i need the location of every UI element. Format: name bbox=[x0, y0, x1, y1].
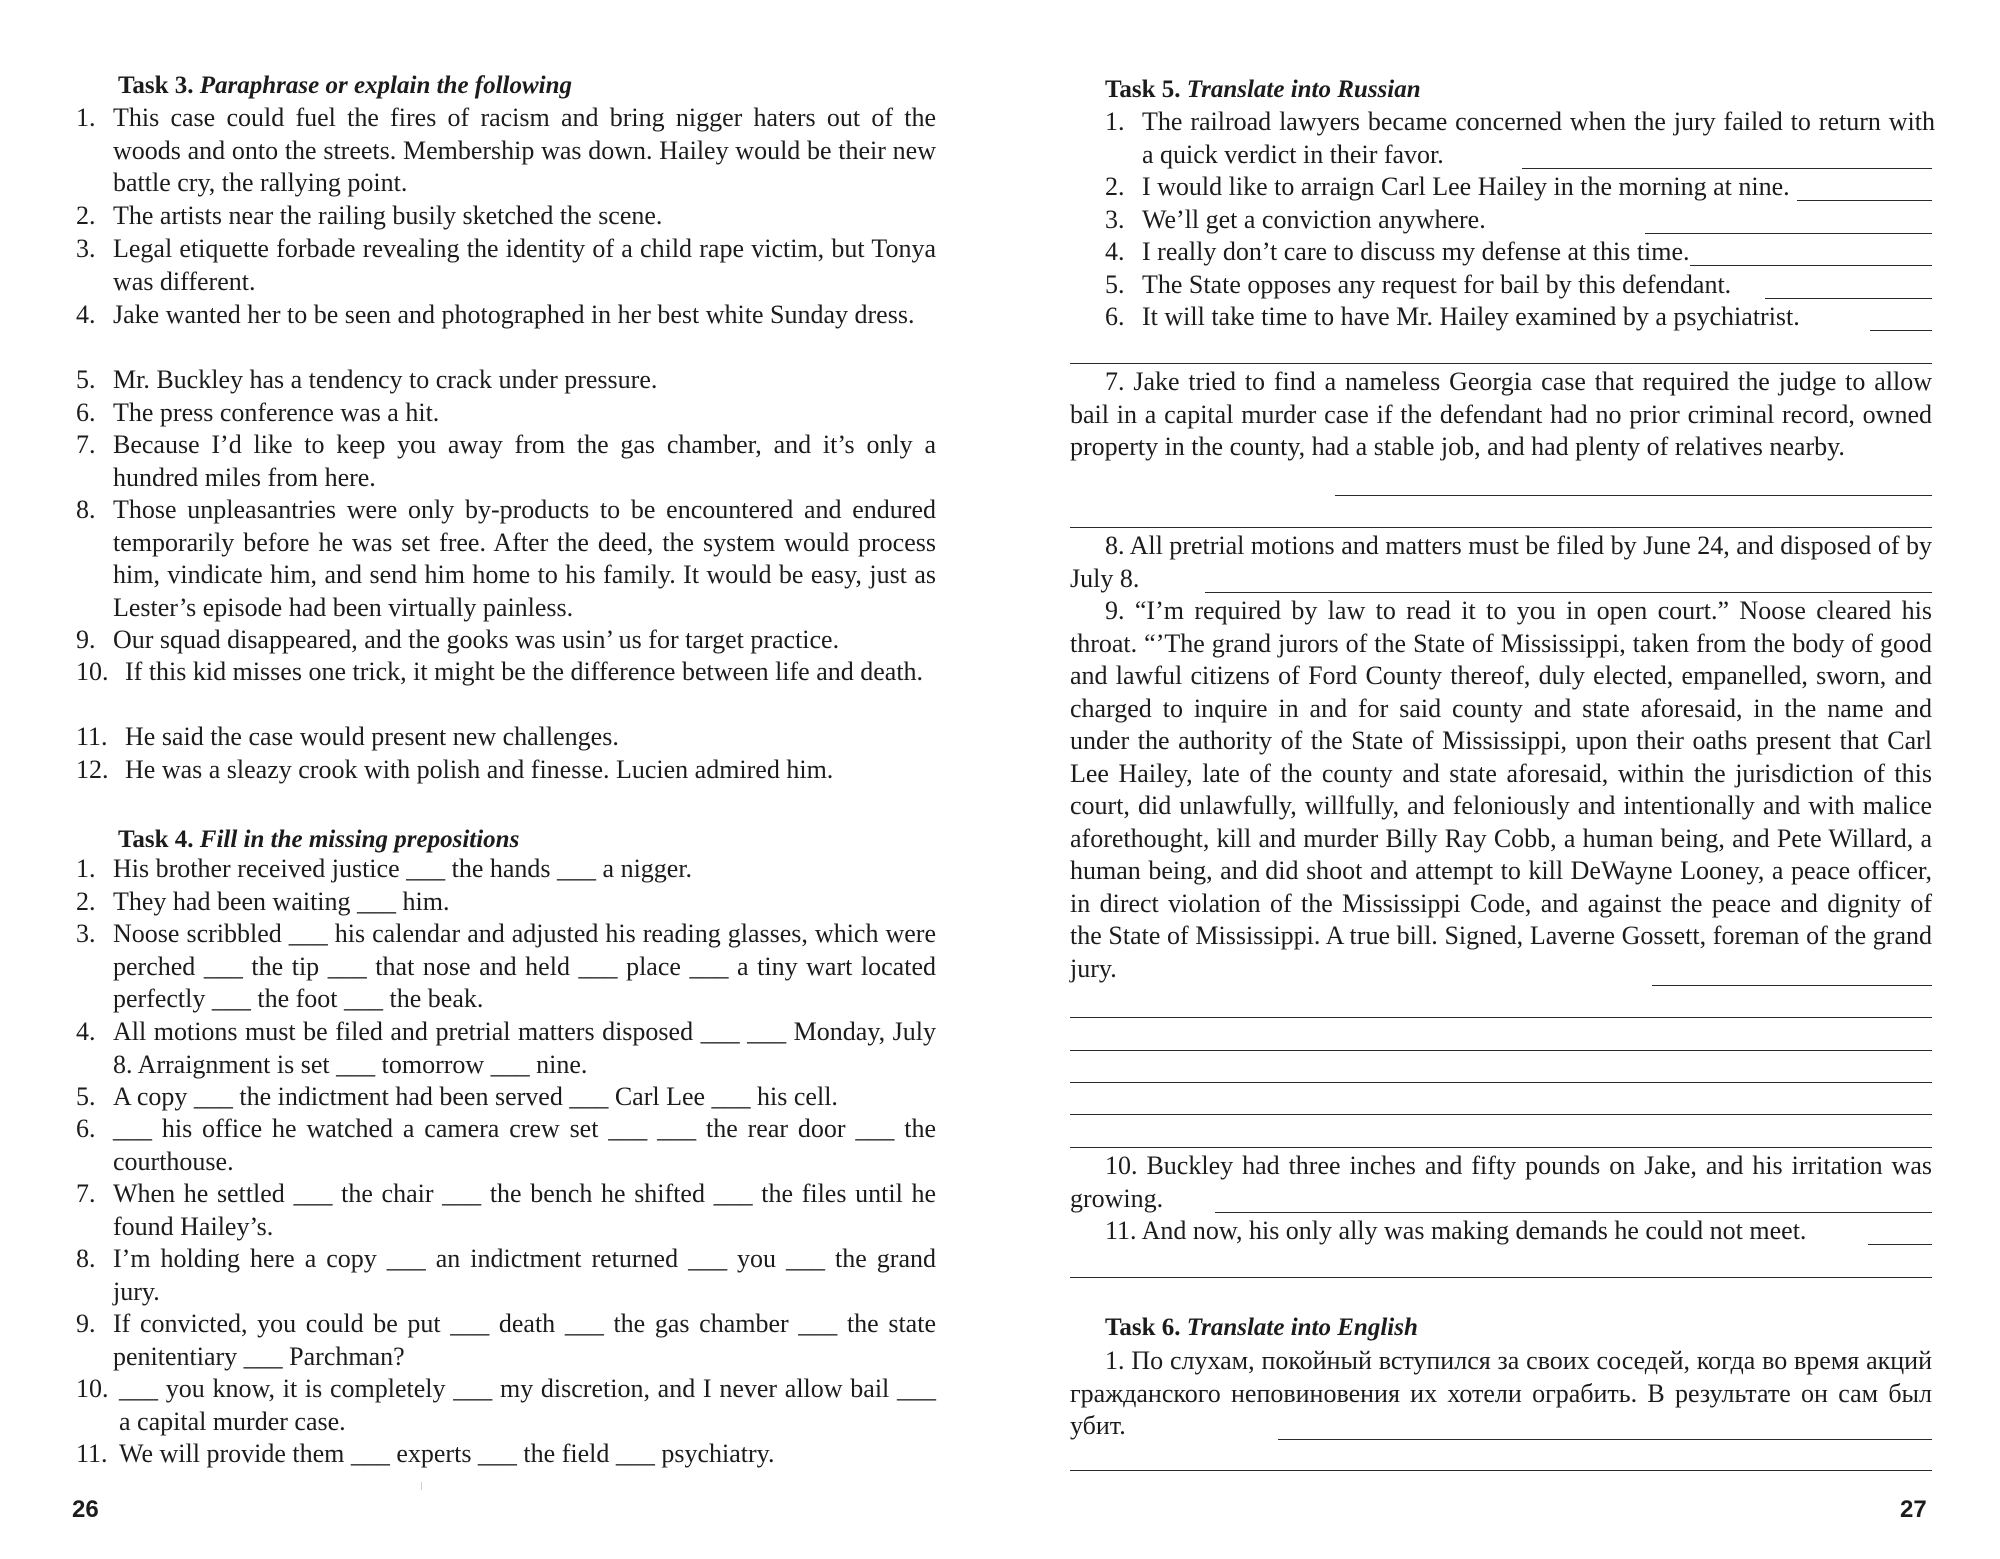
list-item: 3. Legal etiquette forbade revealing the identity of a child rape victim, but Tonya was different. bbox=[76, 234, 936, 296]
list-item: 11. He said the case would present new challenges. bbox=[76, 722, 619, 751]
list-item: 5. The State opposes any request for bail by this defendant. bbox=[1105, 270, 1732, 299]
list-item: 3. Noose scribbled ___ his calendar and adjusted his reading glasses, which were perched ___ the tip ___ that nose and held ___ place ___ a tiny wart located perfectly ___ the foot ___ the beak. bbox=[76, 919, 936, 1013]
list-item: 1. This case could fuel the fires of racism and bring nigger haters out of the woods and onto the streets. Membership was down. Hailey would be their new battle cry, the rallying point. bbox=[76, 103, 936, 197]
page-number: 27 bbox=[1900, 1496, 1927, 1523]
task6-heading bbox=[1105, 1314, 1418, 1342]
answer-line bbox=[1205, 592, 1932, 593]
scan-mark bbox=[421, 1482, 422, 1490]
answer-line bbox=[1070, 527, 1932, 528]
list-item: 5. Mr. Buckley has a tendency to crack under pressure. bbox=[76, 365, 658, 394]
answer-line bbox=[1070, 1147, 1932, 1148]
list-item: 2. The artists near the railing busily sketched the scene. bbox=[76, 201, 663, 230]
list-item: 11. We will provide them ___ experts ___ the field ___ psychiatry. bbox=[76, 1439, 775, 1468]
task3-label: Task 3. bbox=[118, 72, 194, 99]
answer-line bbox=[1215, 1212, 1932, 1213]
answer-line bbox=[1652, 985, 1932, 986]
task5-item-10: 10. Buckley had three inches and fifty pounds on Jake, and his irritation was growing. bbox=[1070, 1151, 1932, 1213]
list-item: 4. Jake wanted her to be seen and photographed in her best white Sunday dress. bbox=[76, 300, 915, 329]
list-item: 12. He was a sleazy crook with polish and finesse. Lucien admired him. bbox=[76, 755, 834, 784]
list-item: 9. If convicted, you could be put ___ death ___ the gas chamber ___ the state penitentiary ___ Parchman? bbox=[76, 1309, 936, 1371]
answer-line bbox=[1868, 1244, 1932, 1245]
list-item: 6. It will take time to have Mr. Hailey examined by a psychiatrist. bbox=[1105, 302, 1800, 331]
list-item: 10. If this kid misses one trick, it might be the difference between life and death. bbox=[76, 657, 924, 686]
list-item: 7. Because I’d like to keep you away from the gas chamber, and it’s only a hundred miles from here. bbox=[76, 430, 936, 492]
right-page bbox=[1000, 0, 2000, 1559]
answer-line bbox=[1870, 330, 1932, 331]
answer-line bbox=[1335, 495, 1932, 496]
task5-item-11: 11. And now, his only ally was making demands he could not meet. bbox=[1105, 1216, 1807, 1245]
task3-heading bbox=[118, 72, 572, 100]
list-item: 2. I would like to arraign Carl Lee Hailey in the morning at nine. bbox=[1105, 172, 1790, 201]
list-item: 9. Our squad disappeared, and the gooks was usin’ us for target practice. bbox=[76, 625, 840, 654]
list-item: 2. They had been waiting ___ him. bbox=[76, 887, 450, 916]
task5-item-8: 8. All pretrial motions and matters must be filed by June 24, and disposed of by July 8. bbox=[1070, 531, 1932, 593]
task5-item-9: 9. “I’m required by law to read it to you in open court.” Noose cleared his throat. “’The grand jurors of the State of Mississippi, taken from the body of good and lawful citizens of Ford County thereof, duly elected, empanelled, sworn, and charged to inquire in and for said county and state aforesaid, in the name and under the authority of the State of Mississippi, upon their oaths present that Carl Lee Hailey, late of the county and state aforesaid, within the jurisdiction of this court, did unlawfully, willfully, and feloniously and intentionally and with malice aforethought, kill and murder Billy Ray Cobb, a human being, and Pete Willard, a human being, and did shoot and attempt to kill DeWayne Looney, a peace officer, in direct violation of the Mississippi Code, and against the peace and dignity of the State of Mississippi. A true bill. Signed, Laverne Gossett, foreman of the grand jury. bbox=[1070, 596, 1932, 983]
task3-instruction: Paraphrase or explain the following bbox=[199, 72, 573, 99]
answer-line bbox=[1070, 1050, 1932, 1051]
task6-instruction: Translate into English bbox=[1186, 1314, 1418, 1341]
task5-label: Task 5. bbox=[1105, 76, 1181, 103]
answer-line bbox=[1522, 168, 1932, 169]
list-item: 6. ___ his office he watched a camera crew set ___ ___ the rear door ___ the courthouse. bbox=[76, 1114, 936, 1176]
answer-line bbox=[1070, 1277, 1932, 1278]
list-item: 10. ___ you know, it is completely ___ my discretion, and I never allow bail ___ a capital murder case. bbox=[76, 1374, 936, 1436]
list-item: 4. I really don’t care to discuss my defense at this time. bbox=[1105, 237, 1690, 266]
list-item: 3. We’ll get a conviction anywhere. bbox=[1105, 205, 1486, 234]
task5-item-7: 7. Jake tried to find a nameless Georgia case that required the judge to allow bail in a capital murder case if the defendant had no prior criminal record, owned property in the county, had a stable job, and had plenty of relatives nearby. bbox=[1070, 367, 1932, 461]
task6-item-1: 1. По слухам, покойный вступился за своих соседей, когда во время акций гражданского неповиновения их хотели ограбить. В результате он сам был убит. bbox=[1070, 1346, 1932, 1440]
list-item: 8. I’m holding here a copy ___ an indictment returned ___ you ___ the grand jury. bbox=[76, 1244, 936, 1306]
task4-heading bbox=[118, 826, 519, 854]
task5-heading bbox=[1105, 76, 1421, 104]
answer-line bbox=[1070, 1082, 1932, 1083]
answer-line bbox=[1070, 1470, 1932, 1471]
answer-line bbox=[1645, 233, 1932, 234]
list-item: 5. A copy ___ the indictment had been served ___ Carl Lee ___ his cell. bbox=[76, 1082, 838, 1111]
answer-line bbox=[1765, 298, 1932, 299]
answer-line bbox=[1278, 1439, 1932, 1440]
task5-instruction: Translate into Russian bbox=[1186, 76, 1421, 103]
answer-line bbox=[1070, 363, 1932, 364]
answer-line bbox=[1070, 1017, 1932, 1018]
list-item: 6. The press conference was a hit. bbox=[76, 398, 440, 427]
list-item: 1. The railroad lawyers became concerned when the jury failed to return with a quick verdict in their favor. bbox=[1105, 107, 1935, 169]
task4-instruction: Fill in the missing prepositions bbox=[199, 826, 520, 853]
list-item: 4. All motions must be filed and pretrial matters disposed ___ ___ Monday, July 8. Arraignment is set ___ tomorrow ___ nine. bbox=[76, 1017, 936, 1079]
list-item: 8. Those unpleasantries were only by-products to be encountered and endured temporarily before he was set free. After the deed, the system would process him, vindicate him, and send him home to his family. It would be easy, just as Lester’s episode had been virtually painless. bbox=[76, 495, 936, 622]
list-item: 7. When he settled ___ the chair ___ the bench he shifted ___ the files until he found Hailey’s. bbox=[76, 1179, 936, 1241]
task6-label: Task 6. bbox=[1105, 1314, 1181, 1341]
answer-line bbox=[1690, 265, 1932, 266]
task4-label: Task 4. bbox=[118, 826, 194, 853]
answer-line bbox=[1797, 200, 1932, 201]
page-number: 26 bbox=[72, 1496, 99, 1523]
answer-line bbox=[1070, 1114, 1932, 1115]
list-item: 1. His brother received justice ___ the hands ___ a nigger. bbox=[76, 854, 693, 883]
